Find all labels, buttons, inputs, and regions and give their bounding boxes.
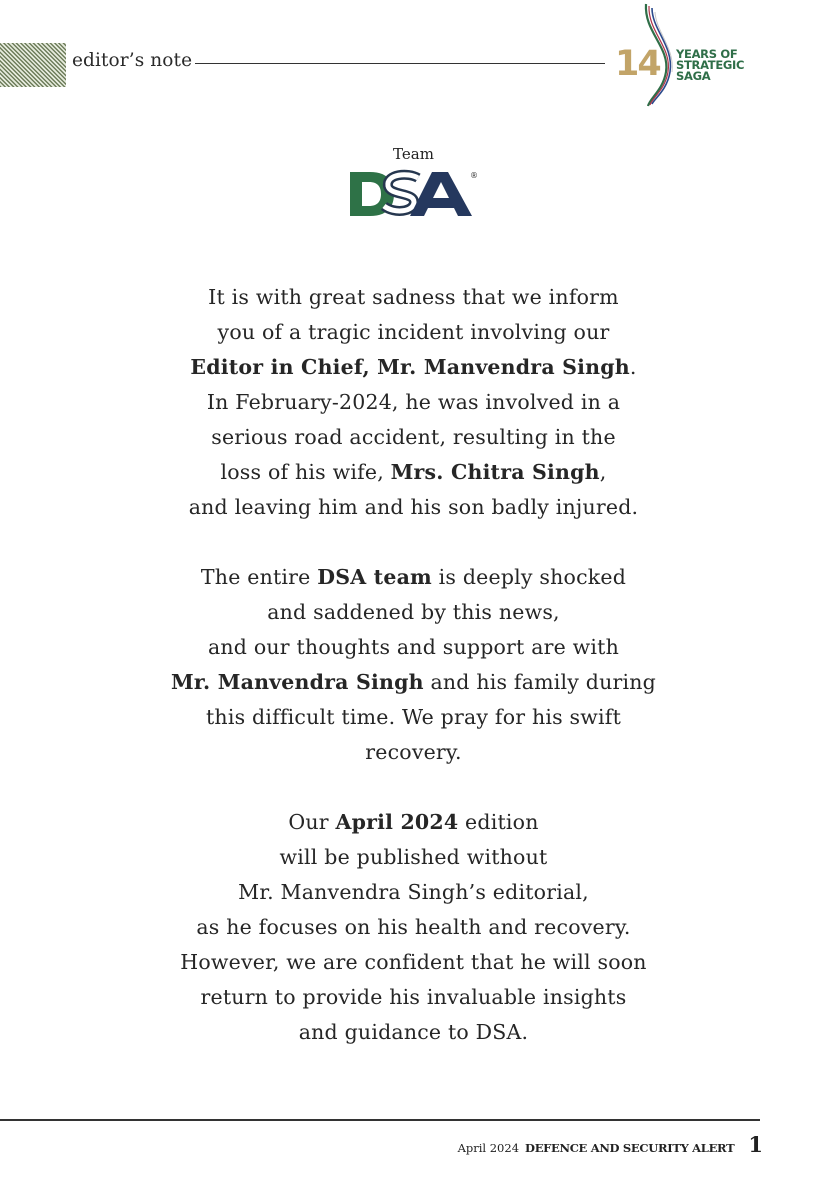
text-run: and guidance to DSA. [298,1020,529,1044]
text-line [0,945,827,980]
text-run: and saddened by this news, [267,600,560,624]
text-run: However, we are confident that he will soon [180,950,647,974]
text-line [0,420,827,455]
text-line [0,1015,827,1050]
text-line [0,735,827,770]
team-label: Team [393,145,434,163]
text-line [0,560,827,595]
footer-date: April 2024 [457,1141,520,1155]
text-line [0,385,827,420]
text-run: will be published without [279,845,548,869]
text-line [0,840,827,875]
text-line [0,700,827,735]
anniversary-line: YEARS OF [676,47,738,61]
text-run: and his family during [423,670,656,694]
paragraph [0,805,827,1050]
paragraph [0,560,827,770]
footer-divider [0,1119,760,1121]
text-run: edition [458,810,539,834]
text-run: and our thoughts and support are with [207,635,620,659]
emphasized-text: April 2024 [335,810,459,834]
text-line [0,805,827,840]
text-line [0,455,827,490]
text-line [0,315,827,350]
text-line [0,595,827,630]
emphasized-text: Mr. Manvendra Singh [171,670,424,694]
text-line [0,630,827,665]
text-run: and leaving him and his son badly injured. [188,495,639,519]
anniversary-badge [612,0,772,110]
text-run: you of a tragic incident involving our [217,320,610,344]
text-run: this difficult time. We pray for his swift [205,705,622,729]
text-run: Our [288,810,336,834]
text-line [0,490,827,525]
page-footer [458,1132,763,1157]
editor-note-body [0,280,827,1085]
text-line [0,875,827,910]
anniversary-line: SAGA [676,69,711,83]
anniversary-number: 14 [615,44,660,84]
text-line [0,980,827,1015]
anniversary-line: STRATEGIC [676,58,745,72]
text-line [0,665,827,700]
text-run: The entire [200,565,318,589]
header-divider [195,63,605,64]
emphasized-text: DSA team [317,565,432,589]
text-run: is deeply shocked [431,565,627,589]
emphasized-text: Mrs. Chitra Singh [390,460,600,484]
text-run: serious road accident, resulting in the [211,425,616,449]
anniversary-text [676,49,744,82]
text-line [0,350,827,385]
text-run: It is with great sadness that we inform [208,285,619,309]
text-run: as he focuses on his health and recovery. [196,915,631,939]
text-run: recovery. [365,740,462,764]
page-number: 1 [748,1132,763,1157]
text-run: In February-2024, he was involved in a [206,390,621,414]
section-hatch-decoration [0,43,66,87]
dsa-logo [348,168,478,220]
text-line [0,910,827,945]
text-line [0,280,827,315]
emphasized-text: Editor in Chief, Mr. Manvendra Singh [190,355,630,379]
footer-magazine-name: DEFENCE AND SECURITY ALERT [525,1141,735,1155]
text-run: , [599,460,607,484]
text-run: return to provide his invaluable insights [200,985,627,1009]
paragraph [0,280,827,525]
registered-mark: ® [470,171,478,180]
text-run: loss of his wife, [220,460,391,484]
text-run: . [629,355,637,379]
section-title: editor’s note [72,50,193,71]
text-run: Mr. Manvendra Singh’s editorial, [238,880,589,904]
logo-letter-a [410,172,472,216]
